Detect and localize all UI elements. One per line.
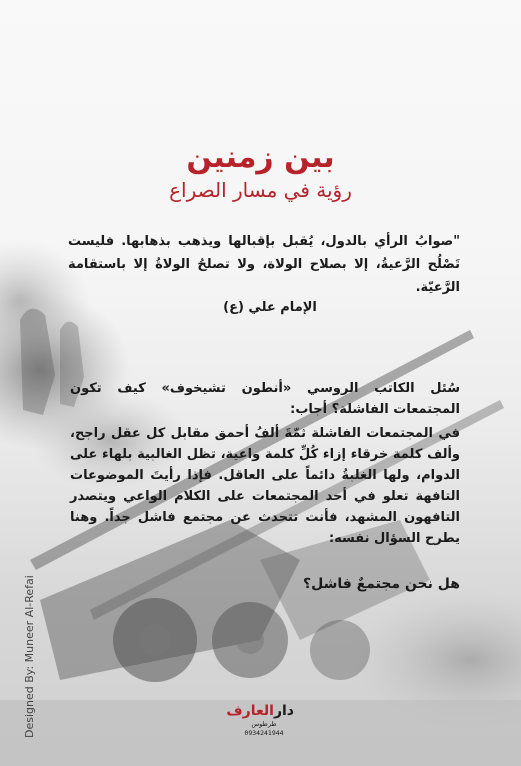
publisher-city: طرطوس <box>251 720 277 728</box>
book-subtitle: رؤية في مسار الصراع <box>169 178 352 202</box>
closing-question: هل نحن مجتمعٌ فاشل؟ <box>302 576 460 592</box>
book-title: بين زمنين <box>186 140 335 175</box>
publisher-name-part2: العارف <box>226 703 274 719</box>
publisher-phone: 0934241944 <box>244 729 284 737</box>
publisher-name-part1: دار <box>273 703 294 719</box>
publisher-name <box>226 702 294 720</box>
designer-credit <box>13 508 36 738</box>
blurb-main: في المجتمعات الفاشلة ثمّةَ ألفُ أحمق مقابل كل عقل راجح، وألف كلمة خرقاء إزاء كُلِّ كلمة واعية، تظل الغالبية بلهاء على الدوام، ولها الغلبةُ دائماً على العاقل. فإذا رأيتَ الموضوعات التافهة تعلو في أحد المجتمعات على الكلام الواعي ويتصدر التافهون المشهد، فأنت تتحدث عن مجتمع فاشل جداً. وهنا يطرح السؤال نفسه: <box>70 426 460 546</box>
opening-quote: "صوابُ الرأي بالدول، يُقبل بإقبالها ويذهب بذهابها. فليست تَصْلُح الرَّعيةُ، إلا بصلاح الولاة، ولا تصلحُ الولاةُ إلا باستقامة الرَّعيّة. <box>68 234 460 295</box>
publisher-logo <box>226 694 294 744</box>
designer-credit-text: Designed By: Muneer Al-Refai <box>23 575 36 738</box>
blurb-text <box>70 378 460 549</box>
quote-author: الإمام علي (ع) <box>223 300 317 315</box>
blurb-intro: سُئل الكاتب الروسي «أنطون تشيخوف» كيف تكون المجتمعات الفاشلة؟ أجاب: <box>70 381 460 417</box>
